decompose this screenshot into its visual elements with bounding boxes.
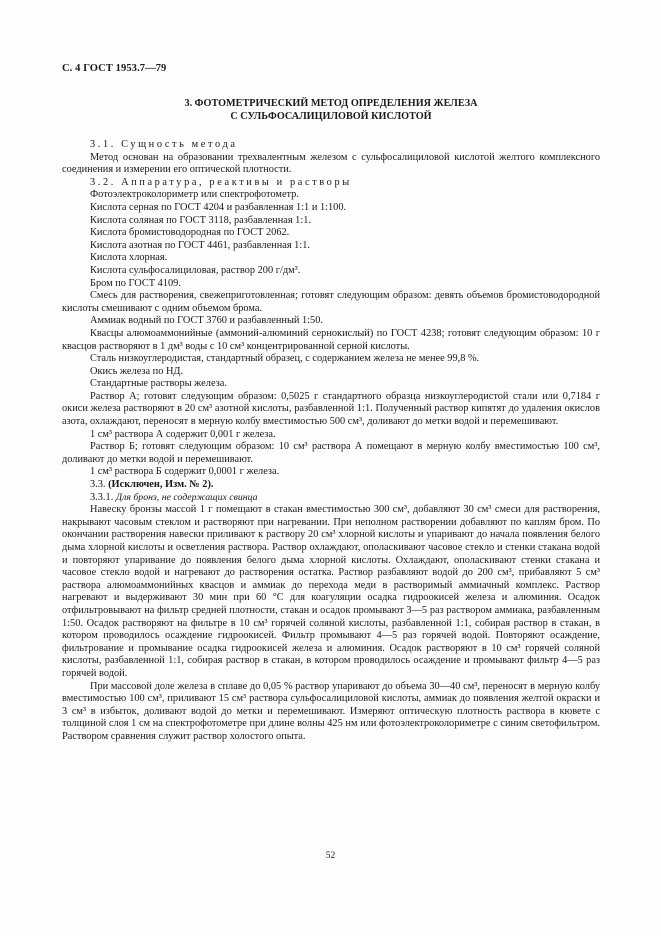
clause-3-1-text: Метод основан на образовании трехвалентным железом с сульфосалициловой кислотой желтого комплексного соединения и измерении его оптической плотности. (62, 151, 600, 176)
reagent-oxide: Окись железа по НД. (90, 365, 184, 377)
section-title-line-2: С СУЛЬФОСАЛИЦИЛОВОЙ КИСЛОТОЙ (230, 110, 432, 122)
reagent-alum: Квасцы алюмоаммонийные (аммоний-алюминий сернокислый) по ГОСТ 4238; готовят следующим образом: 10 г квасцов растворяют в 1 дм³ воды с 10 см³ концентрированной серной кислоты. (62, 327, 600, 352)
clause-3-1-heading: 3.1. Сущность метода (90, 139, 238, 150)
section-title-line-1: 3. ФОТОМЕТРИЧЕСКИЙ МЕТОД ОПРЕДЕЛЕНИЯ ЖЕЛЕЗА (184, 98, 478, 109)
solution-b: Раствор Б; готовят следующим образом: 10 см³ раствора А помещают в мерную колбу вместимостью 100 см³, доливают до метки водой и перемешивают. (62, 441, 600, 465)
reagent-item: Кислота соляная по ГОСТ 3118, разбавленная 1:1. (90, 214, 311, 226)
section-title (62, 98, 600, 123)
page-number: 52 (325, 851, 336, 861)
document-body (62, 139, 600, 744)
reagent-ammonia: Аммиак водный по ГОСТ 3760 и разбавленный 1:50. (90, 315, 323, 327)
reagent-item: Фотоэлектроколориметр или спектрофотометр. (90, 189, 299, 201)
clause-3-2-heading: 3.2. Аппаратура, реактивы и растворы (90, 176, 352, 188)
running-header: С. 4 ГОСТ 1953.7—79 (62, 63, 167, 74)
reagent-item: Кислота серная по ГОСТ 4204 и разбавленная 1:1 и 1:100. (90, 201, 347, 213)
procedure-paragraph-2: При массовой доле железа в сплаве до 0,05 % раствор упаривают до объема 30—40 см³, переносят в мерную колбу вместимостью 100 см³, приливают 15 см³ раствора сульфосалициловой кислоты, аммиак до появления желтой окраски и 3 см³ в избыток, доливают водой до метки и перемешивают. Измеряют оптическую плотность раствора в кювете с толщиной слоя 1 см на спектрофотометре при длине волны 425 нм или фотоэлектроколориметре с синим светофильтром. Раствором сравнения служит раствор холостого опыта. (62, 680, 600, 742)
reagent-item: Кислота бромистоводородная по ГОСТ 2062. (90, 227, 290, 239)
clause-3-3: 3.3. (Исключен, Изм. № 2). (90, 479, 214, 491)
solution-a-concentration: 1 см³ раствора А содержит 0,001 г железа. (90, 428, 276, 440)
solution-a: Раствор А; готовят следующим образом: 0,5025 г стандартного образца низкоуглеродистой стали или 0,7184 г окиси железа растворяют в 20 см³ азотной кислоты, разбавленной 1:1. Полученный раствор кипятят до удаления окислов азота, охлаждают, переносят в мерную колбу вместимостью 500 см³, доливают до метки водой и перемешивают. (62, 390, 600, 428)
reagent-standard-solutions: Стандартные растворы железа. (90, 378, 227, 390)
reagent-item: Кислота азотная по ГОСТ 4461, разбавленная 1:1. (90, 239, 310, 251)
clause-3-3-1-heading: 3.3.1. Для бронз, не содержащих свинца (90, 491, 258, 503)
reagent-item: Кислота сульфосалициловая, раствор 200 г/дм³. (90, 264, 301, 276)
reagent-mix: Смесь для растворения, свежеприготовленная; готовят следующим образом: девять объемов бромистоводородной кислоты смешивают с одним объемом брома. (62, 290, 600, 314)
solution-b-concentration: 1 см³ раствора Б содержит 0,0001 г железа. (90, 466, 280, 478)
reagent-item: Бром по ГОСТ 4109. (90, 277, 181, 289)
reagent-steel: Сталь низкоуглеродистая, стандартный образец, с содержанием железа не менее 99,8 %. (90, 353, 480, 365)
reagent-item: Кислота хлорная. (90, 252, 168, 264)
procedure-paragraph-1: Навеску бронзы массой 1 г помещают в стакан вместимостью 300 см³, добавляют 30 см³ смеси для растворения, накрывают часовым стеклом и растворяют при нагревании. При неполном растворении добавляют по каплям бром. По окончании растворения навески приливают к раствору 20 см³ хлорной кислоты и упаривают до начала появления белого дыма хлорной кислоты и осветления раствора. Раствор охлаждают, ополаскивают часовое стекло и стенки стакана водой и повторяют упаривание до появления белого дыма хлорной кислоты. Охлаждают, ополаскивают стенки стакана и часовое стекло водой и нагревают до растворения остатка. Раствор разбавляют водой до 200 см³, прибавляют 5 см³ раствора алюмоаммонийных квасцов и аммиак до перехода меди в растворимый аммиачный комплекс. Раствор нагревают и выдерживают 30 мин при 60 °С для коагуляции осадка гидроокисей железа и алюминия. Осадок отфильтровывают на фильтр средней плотности, стакан и осадок промывают 3—5 раз раствором аммиака, разбавленным 1:50. Осадок растворяют на фильтре в 10 см³ горячей соляной кислоты, разбавленной 1:1, собирая раствор в стакан, в котором проводилось осаждение гидроокисей. Фильтр промывают 4—5 раз горячей водой. Повторяют осаждение, фильтрование и промывание осадка гидроокисей железа и алюминия. Осадок растворяют в 10 см³ горячей соляной кислоты, разбавленной 1:1, собирая раствор в стакан, в котором проводилось осаждение и промывают фильтр 4—5 раз горячей водой. (62, 504, 600, 679)
